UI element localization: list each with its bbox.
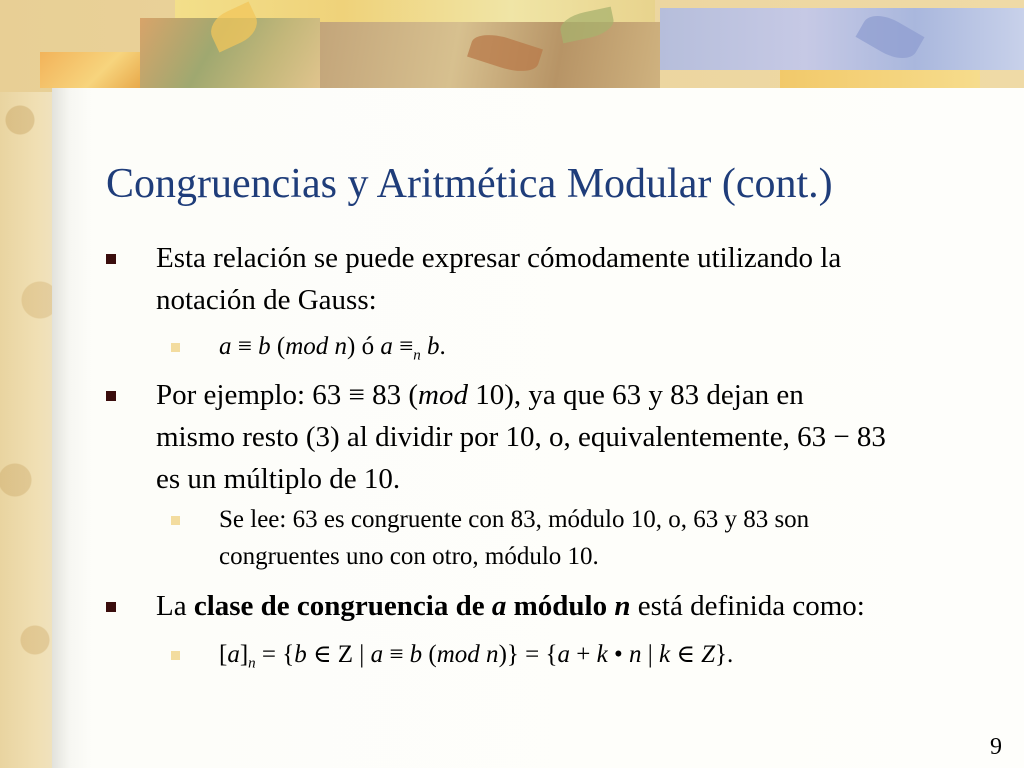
text: ∈ (670, 641, 702, 668)
var-a: a (491, 590, 507, 622)
mod-text: mod (285, 333, 329, 360)
text: }. (715, 641, 734, 668)
slide-title: Congruencias y Aritmética Modular (cont.) (106, 161, 833, 207)
var-n: n (628, 641, 642, 668)
bullet-square (106, 391, 116, 401)
period: . (439, 333, 446, 360)
var-n: n (614, 590, 631, 622)
var-a: a (370, 641, 384, 668)
text: )} = { (498, 641, 558, 668)
bullet-square (106, 602, 116, 612)
text: Por ejemplo: 63 ≡ 83 ( (156, 379, 419, 411)
equiv-symbol: ≡ (237, 333, 252, 360)
bracket: [ (219, 641, 228, 668)
set-z: Z (701, 641, 716, 668)
bracket: ] (239, 641, 249, 668)
text: | (641, 641, 659, 668)
bullet-1-line-1: Esta relación se puede expresar cómodamente utilizando la (156, 242, 842, 274)
text: = { (255, 641, 295, 668)
sub-bullet-2-line-1: Se lee: 63 es congruente con 83, módulo 10, o, 63 y 83 son (219, 506, 810, 533)
text: + (570, 641, 597, 668)
text: • (607, 641, 629, 668)
bullet-2-line-1 (156, 377, 804, 413)
var-a: a (557, 641, 570, 668)
bullet-1-line-2: notación de Gauss: (156, 284, 377, 316)
bullet-2-line-3: es un múltiplo de 10. (156, 463, 401, 495)
bullet-2-line-2: mismo resto (3) al dividir por 10, o, equivalentemente, 63 − 83 (156, 421, 886, 453)
var-a: a (219, 333, 232, 360)
var-k: k (596, 641, 608, 668)
var-a: a (227, 641, 240, 668)
subscript-n: n (248, 655, 256, 672)
subscript-n: n (413, 347, 421, 364)
var-b: b (294, 641, 307, 668)
var-b: b (426, 333, 440, 360)
sub-bullet-1-line (219, 330, 446, 372)
text: ∈ Z | (306, 641, 371, 668)
mod-text: mod n (436, 641, 499, 668)
paren-close: ) ó (347, 333, 375, 360)
equiv-symbol: ≡ (399, 333, 414, 360)
bullet-3-line (156, 588, 865, 624)
bullet-square (106, 254, 116, 264)
text: ≡ (383, 641, 410, 668)
sub-bullet-2-line-2: congruentes uno con otro, módulo 10. (219, 543, 599, 570)
bold-text: clase de congruencia de (193, 590, 492, 622)
text: 10), ya que 63 y 83 dejan en (467, 379, 804, 411)
var-b: b (258, 333, 271, 360)
var-n: n (334, 333, 347, 360)
sub-bullet-square (171, 343, 180, 352)
bold-text: módulo (506, 590, 615, 622)
sub-bullet-square (171, 516, 180, 525)
var-b: b (409, 641, 423, 668)
mod-text: mod (418, 379, 468, 411)
var-k: k (659, 641, 671, 668)
var-a: a (380, 333, 393, 360)
sub-bullet-3-line (219, 638, 733, 680)
paren-open: ( (276, 333, 286, 360)
sub-bullet-square (171, 651, 180, 660)
text: está definida como: (630, 590, 865, 622)
text: La (156, 590, 194, 622)
text: ( (422, 641, 437, 668)
page-number: 9 (990, 734, 1002, 760)
